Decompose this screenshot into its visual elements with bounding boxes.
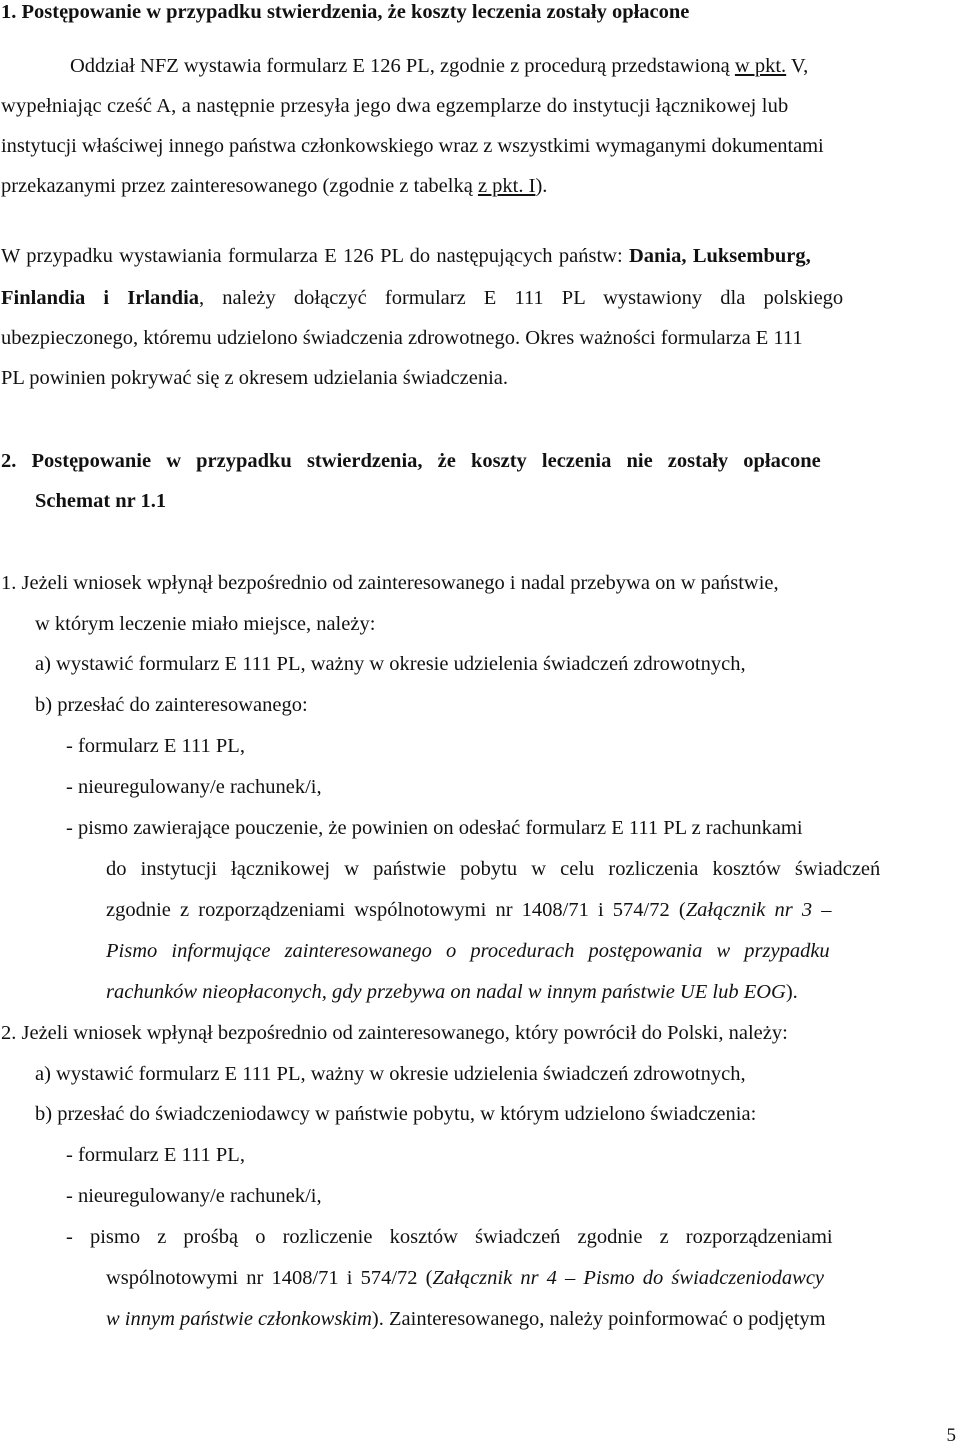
item-2-dash-3-line-1: - pismo z prośbą o rozliczenie kosztów świadczeń zgodnie z rozporządzeniami — [66, 1226, 833, 1248]
pkt-i-link[interactable]: z pkt. I — [477, 175, 536, 197]
item-2-dash-1: - formularz E 111 PL, — [66, 1144, 245, 1166]
item-1-dash-3-line-1: - pismo zawierające pouczenie, że powinien on odesłać formularz E 111 PL z rachunkami — [66, 817, 803, 839]
item-2-point-a: a) wystawić formularz E 111 PL, ważny w okresie udzielenia świadczeń zdrowotnych, — [35, 1063, 746, 1085]
item-2-dash-3-line-2: wspólnotowymi nr 1408/71 i 574/72 (Załącznik nr 4 – Pismo do świadczeniodawcy — [106, 1267, 825, 1289]
item-1-point-b: b) przesłać do zainteresowanego: — [35, 694, 308, 716]
item-2-line-1: 2. Jeżeli wniosek wpłynął bezpośrednio od zainteresowanego, który powrócił do Polski, należy: — [1, 1022, 788, 1044]
page-number: 5 — [946, 1425, 956, 1446]
item-1-dash-3-line-2: do instytucji łącznikowej w państwie pobytu w celu rozliczenia kosztów świadczeń — [106, 858, 881, 880]
item-1-dash-3-line-3: zgodnie z rozporządzeniami wspólnotowymi nr 1408/71 i 574/72 (Załącznik nr 3 – — [106, 899, 832, 921]
item-2-dash-3-line-3: w innym państwie członkowskim). Zainteresowanego, należy poinformować o podjętym — [106, 1308, 826, 1330]
paragraph-2-line-3: ubezpieczonego, któremu udzielono świadczenia zdrowotnego. Okres ważności formularza E 111 — [1, 327, 803, 349]
item-2-point-b: b) przesłać do świadczeniodawcy w państwie pobytu, w którym udzielono świadczenia: — [35, 1103, 757, 1125]
paragraph-1-line-3: instytucji właściwej innego państwa członkowskiego wraz z wszystkimi wymaganymi dokumentami — [1, 135, 824, 157]
item-1-dash-3-line-4: Pismo informujące zainteresowanego o procedurach postępowania w przypadku — [106, 940, 830, 962]
paragraph-2-line-4: PL powinien pokrywać się z okresem udzielania świadczenia. — [1, 367, 509, 389]
paragraph-2-line-1: W przypadku wystawiania formularza E 126 PL do następujących państw: Dania, Luksemburg, — [1, 245, 811, 267]
paragraph-1-line-2: wypełniając cześć A, a następnie przesyła jego dwa egzemplarze do instytucji łącznikowej lub — [1, 95, 789, 117]
pkt-v-link[interactable]: w pkt. — [734, 55, 787, 77]
item-1-point-a: a) wystawić formularz E 111 PL, ważny w okresie udzielenia świadczeń zdrowotnych, — [35, 653, 746, 675]
paragraph-1-line-1: Oddział NFZ wystawia formularz E 126 PL, zgodnie z procedurą przedstawioną w pkt. V, — [70, 55, 809, 77]
section-1-heading: 1. Postępowanie w przypadku stwierdzenia, że koszty leczenia zostały opłacone — [1, 1, 690, 23]
schemat-label: Schemat nr 1.1 — [35, 490, 167, 512]
item-1-line-1: 1. Jeżeli wniosek wpłynął bezpośrednio od zainteresowanego i nadal przebywa on w państwie, — [1, 572, 779, 594]
paragraph-1-line-4: przekazanymi przez zainteresowanego (zgodnie z tabelką z pkt. I). — [1, 175, 548, 197]
paragraph-2-line-2: Finlandia i Irlandia, należy dołączyć formularz E 111 PL wystawiony dla polskiego — [1, 287, 844, 309]
item-2-dash-2: - nieuregulowany/e rachunek/i, — [66, 1185, 322, 1207]
item-1-dash-1: - formularz E 111 PL, — [66, 735, 245, 757]
item-1-line-2: w którym leczenie miało miejsce, należy: — [35, 613, 376, 635]
item-1-dash-2: - nieuregulowany/e rachunek/i, — [66, 776, 322, 798]
item-1-dash-3-line-5: rachunków nieopłaconych, gdy przebywa on nadal w innym państwie UE lub EOG). — [106, 981, 798, 1003]
section-2-heading: 2. Postępowanie w przypadku stwierdzenia, że koszty leczenia nie zostały opłacone — [1, 450, 821, 472]
